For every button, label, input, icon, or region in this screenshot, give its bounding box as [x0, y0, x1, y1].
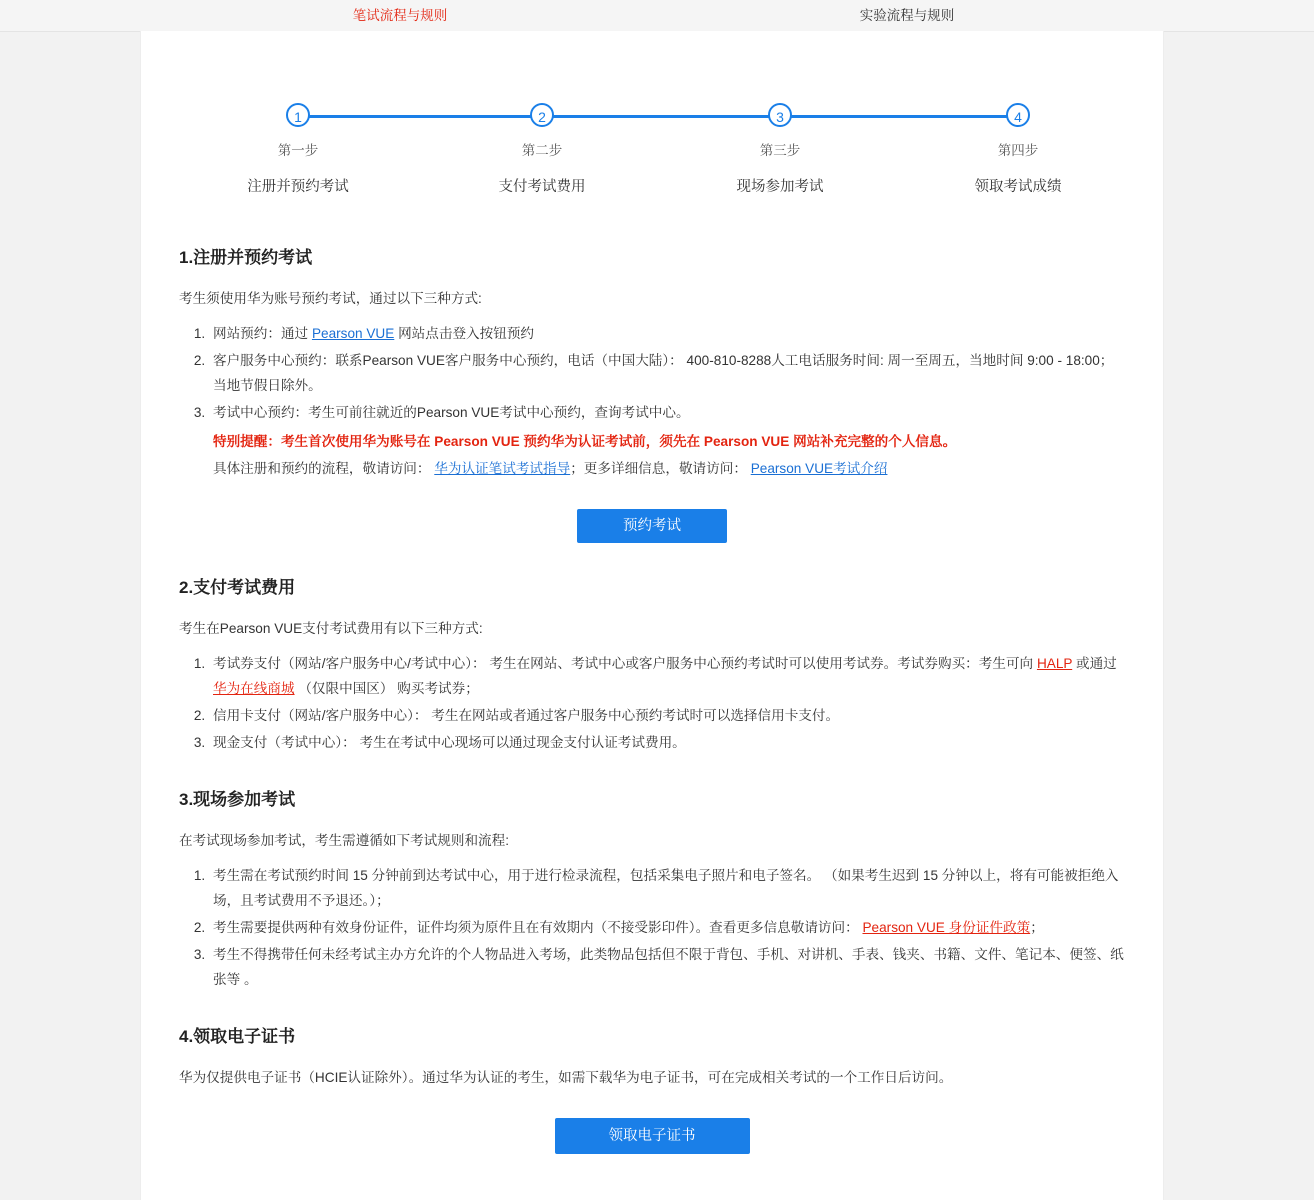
section-4-paragraph: 华为仅提供电子证书（HCIE认证除外）。通过华为认证的考生，如需下载华为电子证书，可在完成相关考试的一个工作日后访问。 — [179, 1070, 953, 1085]
step-4 — [938, 103, 1098, 196]
step-3-circle: 3 — [768, 103, 792, 127]
halp-link[interactable]: HALP — [1036, 656, 1073, 671]
step-3 — [700, 103, 860, 196]
section-1-item1-pre: 网站预约：通过 — [213, 326, 312, 341]
step-4-subtitle: 第四步 — [997, 143, 1039, 158]
step-3-subtitle: 第三步 — [759, 143, 801, 158]
section-1-guide-pre: 具体注册和预约的流程，敬请访问： — [213, 461, 435, 476]
section-1-guide-line — [213, 456, 1125, 481]
tab-written-exam-rules[interactable]: 笔试流程与规则 — [352, 8, 448, 23]
section-2-intro: 考生在Pearson VUE支付考试费用有以下三种方式: — [179, 621, 483, 636]
section-1-intro: 考生须使用华为账号预约考试，通过以下三种方式: — [179, 291, 482, 306]
step-2-circle: 2 — [530, 103, 554, 127]
get-certificate-button[interactable]: 领取电子证书 — [555, 1118, 750, 1154]
section-3-item1: 考生需在考试预约时间 15 分钟前到达考试中心，用于进行检录流程，包括采集电子照片和电子签名。 （如果考生迟到 15 分钟以上，将有可能被拒绝入场，且考试费用不予退还。）； — [213, 868, 1119, 908]
list-item — [209, 348, 1125, 398]
list-item — [209, 651, 1125, 701]
list-item — [209, 915, 1125, 940]
pearson-vue-id-policy-link[interactable]: Pearson VUE 身份证件政策 — [862, 920, 1031, 935]
book-exam-button[interactable]: 预约考试 — [577, 509, 727, 543]
section-2-item1-mid: 或通过 — [1072, 656, 1117, 671]
tab-bar — [0, 0, 1314, 32]
list-item — [209, 863, 1125, 913]
content-card — [140, 31, 1164, 1200]
section-2-item3: 现金支付（考试中心）： 考生在考试中心现场可以通过现金支付认证考试费用。 — [213, 735, 686, 750]
section-3-item2-post: ； — [1030, 920, 1044, 935]
section-2-list — [179, 651, 1125, 755]
pearson-vue-intro-link[interactable]: Pearson VUE考试介绍 — [750, 461, 888, 476]
section-1-guide-mid: ；更多详细信息，敬请访问： — [570, 461, 751, 476]
tab-lab-exam-rules[interactable]: 实验流程与规则 — [859, 8, 955, 23]
list-item — [209, 400, 1125, 481]
process-stepper — [141, 63, 1163, 213]
step-4-circle: 4 — [1006, 103, 1030, 127]
content-body — [141, 243, 1163, 1200]
section-1-alert-note: 特别提醒：考生首次使用华为账号在 Pearson VUE 预约华为认证考试前，须先在 Pearson VUE 网站补充完整的个人信息。 — [213, 434, 957, 449]
section-3-heading: 3.现场参加考试 — [179, 790, 296, 809]
section-3-item2-pre: 考生需要提供两种有效身份证件，证件均须为原件且在有效期内（不接受影印件）。查看更多信息敬请访问： — [213, 920, 863, 935]
section-3-intro: 在考试现场参加考试，考生需遵循如下考试规则和流程: — [179, 833, 510, 848]
section-2-item1-post: （仅限中国区） 购买考试券； — [294, 681, 479, 696]
section-1-list — [179, 321, 1125, 481]
section-1-heading: 1.注册并预约考试 — [179, 248, 313, 267]
section-4-heading: 4.领取电子证书 — [179, 1027, 296, 1046]
section-3-list — [179, 863, 1125, 992]
section-3-item3: 考生不得携带任何未经考试主办方允许的个人物品进入考场，此类物品包括但不限于背包、手机、对讲机、手表、钱夹、书籍、文件、笔记本、便签、纸张等 。 — [213, 947, 1124, 987]
get-certificate-button-wrap — [179, 1118, 1125, 1154]
stepper-connector-line — [298, 115, 1018, 118]
list-item — [209, 730, 1125, 755]
step-1-circle: 1 — [286, 103, 310, 127]
step-2-title: 支付考试费用 — [498, 179, 586, 195]
section-1-item3: 考试中心预约：考生可前往就近的Pearson VUE考试中心预约，查询考试中心。 — [213, 405, 690, 420]
section-1-item2: 客户服务中心预约：联系Pearson VUE客户服务中心预约，电话（中国大陆）： 400-810-8288人工电话服务时间: 周一至周五，当地时间 9:00 - 18:00；当地节假日除外。 — [213, 353, 1114, 393]
section-2-item2: 信用卡支付（网站/客户服务中心）： 考生在网站或者通过客户服务中心预约考试时可以选择信用卡支付。 — [213, 708, 840, 723]
step-4-title: 领取考试成绩 — [974, 179, 1062, 195]
step-1-title: 注册并预约考试 — [247, 179, 349, 195]
step-2-subtitle: 第二步 — [521, 143, 563, 158]
section-1-item1-post: 网站点击登入按钮预约 — [394, 326, 535, 341]
huawei-online-store-link[interactable]: 华为在线商城 — [213, 681, 295, 696]
step-3-title: 现场参加考试 — [736, 179, 824, 195]
pearson-vue-link[interactable]: Pearson VUE — [311, 326, 395, 341]
written-exam-guide-link[interactable]: 华为认证笔试考试指导 — [434, 461, 571, 476]
list-item — [209, 321, 1125, 346]
step-1 — [218, 103, 378, 196]
section-2-heading: 2.支付考试费用 — [179, 578, 296, 597]
step-2 — [462, 103, 622, 196]
list-item — [209, 942, 1125, 992]
book-exam-button-wrap — [179, 509, 1125, 543]
section-2-item1-pre: 考试券支付（网站/客户服务中心/考试中心）： 考生在网站、考试中心或客户服务中心预约考试时可以使用考试券。考试券购买：考生可向 — [213, 656, 1037, 671]
list-item — [209, 703, 1125, 728]
step-1-subtitle: 第一步 — [277, 143, 319, 158]
